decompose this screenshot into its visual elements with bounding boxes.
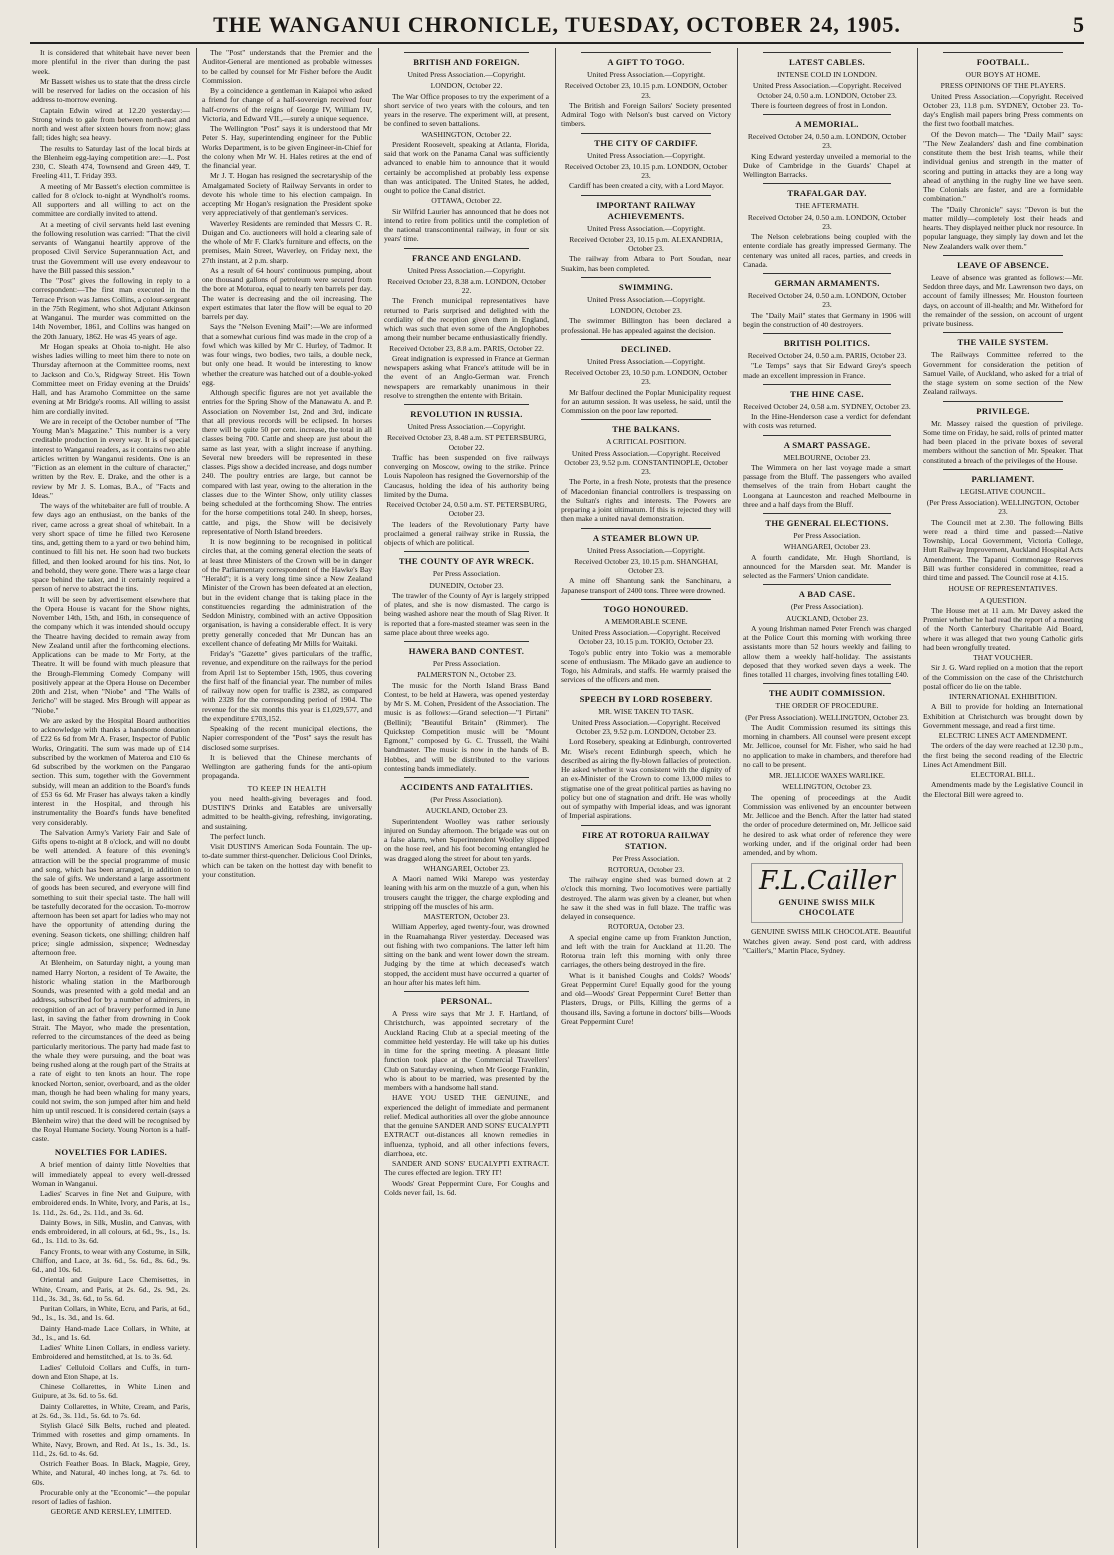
section-heading: PRIVILEGE. — [976, 405, 1030, 416]
section-heading: THE COUNTY OF AYR WRECK. — [398, 556, 535, 567]
section-heading: ACCIDENTS AND FATALITIES. — [400, 782, 533, 792]
section-byline: United Press Association.—Copyright. — [586, 150, 706, 160]
article-paragraph: Of the Devon match— The "Daily Mail" says: "The New Zealanders' dash and fine combination constitute them the best Irish teams, while their individual genius and strength in the matter of scoring and putting in attacks they are a long way ahead of anything in the rugby line we have seen. The Colonials are faster, and are a formidable combination." — [923, 129, 1083, 204]
article-paragraph: The leaders of the Revolutionary Party have proclaimed a general railway strike in Russia, the objects of which are political. — [384, 519, 549, 547]
masthead-title: THE WANGANUI CHRONICLE, TUESDAY, OCTOBER 24, 1905. — [213, 12, 901, 37]
dateline: Received October 23, 10.15 p.m. SHANGHAI, October 23. — [574, 556, 718, 575]
dateline: MELBOURNE, October 23. — [783, 452, 871, 462]
article-paragraph: Great indignation is expressed in France at German newspapers asking what France's attitude will be in the event of an Anglo-German war. French newspapers are remarkably unanimous in their resolve to strengthen the entente with Britain. — [384, 353, 549, 400]
section-byline: United Press Association.—Copyright. — [407, 265, 526, 275]
section-heading: REVOLUTION IN RUSSIA. — [410, 409, 523, 419]
article-paragraph: The Salvation Army's Variety Fair and Sale of Gifts opens to-night at 8 o'clock, and will no doubt be well attended. A feature of this evening's attraction will be the special programme of music and song, which has been arranged, in addition to the sale of gifts. We understand a large assortment of goods has been secured, and everyone will find something to suit their special taste. The hall will be tastefully decorated for the occasion. To-morrow afternoon has been set apart for ladies who may not have the opportunity of attending during the evening. Season tickets, one shilling; children half price; single admission, sixpence; Wednesday afternoon free. — [32, 827, 190, 957]
section-heading: LEAVE OF ABSENCE. — [957, 259, 1049, 270]
article-paragraph: Sir Wilfrid Laurier has announced that he does not intend to retire from politics until the completion of the national transcontinental railway, in four or six years' time. — [384, 206, 549, 244]
advert-line: you need health-giving beverages and food. DUSTIN'S Drinks and Eatables are universally admitted to be health-giving, refreshing, invigorating, and sustaining. — [202, 793, 372, 831]
section-heading: THE BALKANS. — [612, 424, 680, 435]
section-rule — [763, 683, 891, 684]
advert-line: Dainty Hand-made Lace Collars, in White, at 3d., 1s., and 1s. 6d. — [32, 1323, 190, 1342]
section-rule — [581, 339, 711, 340]
section-heading: TO KEEP IN HEALTH — [247, 783, 327, 793]
section-rule — [581, 825, 711, 826]
section-rule — [943, 401, 1063, 402]
section-rule — [943, 255, 1063, 256]
section-byline: Per Press Association. — [432, 659, 501, 668]
section-byline: LEGISLATIVE COUNCIL. — [960, 486, 1046, 496]
dateline: WHANGAREI, October 23. — [783, 542, 871, 552]
article-paragraph: United Press Association.—Copyright. Received October 23, 11.8 p.m. SYDNEY, October 23. To-day's English mail papers bring Press comments on the first two football matches. — [923, 91, 1083, 129]
section-byline: THE AFTERMATH. — [795, 201, 859, 211]
article-paragraph: A Maori named Wiki Marepo was yesterday leaning with his arm on the muzzle of a gun, when his trousers caught the trigger, the charge exploding and stripping off the muscles of his arm. — [384, 874, 549, 911]
section-heading: FIRE AT ROTORUA RAILWAY STATION. — [582, 829, 710, 851]
article-paragraph: We are asked by the Hospital Board authorities to acknowledge with thanks a handsome donation of £22 6s 6d from Mr A. Fraser, Inspector of Public Works, Oringatiti. The sum was made up of £14 subscribed by the workmen of Materoa and £10 6s 6d subscribed by the workmen on the Pangarao section. This sum, together with the Government subsidy, will mean an addition to the Board's funds of £53 6s 6d. Mr Fraser has always taken a kindly interest in the Hospital, and through his instrumentality the Board's funds have benefited very considerably. — [32, 715, 190, 827]
section-rule — [763, 273, 891, 274]
article-paragraph: At a meeting of civil servants held last evening the following resolution was carried: "That the civil servants of Wanganui heartily approve of the proposed Civil Service Superannuation Act, and trust the Government will use every endeavour to have the Bill passed this session." — [32, 219, 190, 275]
section-rule — [404, 777, 529, 778]
article-paragraph: The opening of proceedings at the Audit Commission was enlivened by an encounter between Mr. Jellicoe and the Bench. After the latter had stated the order of procedure determined on, Mr. Jellicoe said he desired to ask what order of reference they were working under, and if the original order had been amended, and by whom. — [743, 792, 911, 857]
dateline: DUNEDIN, October 23. — [429, 580, 504, 590]
dateline: INTERNATIONAL EXHIBITION. — [948, 692, 1058, 701]
section-rule — [943, 332, 1063, 333]
article-paragraph: It is believed that the Chinese merchants of Wellington are gathering funds for the anti-opium propaganda. — [202, 752, 372, 781]
dateline: THAT VOUCHER. — [973, 653, 1033, 662]
masthead — [30, 8, 1084, 44]
column-5 — [743, 48, 911, 1548]
article-paragraph: Mr J. T. Hogan has resigned the secretaryship of the Amalgamated Society of Railway Servants in order to devote his whole time to his election campaign. In accepting Mr Hogan's resignation the President spoke very appreciatively of that gentleman's services. — [202, 171, 372, 218]
article-paragraph: A young Irishman named Peter French was charged at the Police Court this morning with working three assistants more than 52 hours weekly and failing to allow them a weekly half-holiday. The assistants deposed that they worked seven days a week. The fines totalled 11 charges, involving fines totalling £40. — [743, 623, 911, 679]
section-rule — [763, 52, 891, 53]
dateline: Received October 24, 0.50 a.m. LONDON, October 23. — [747, 132, 907, 151]
article-paragraph: The trawler of the County of Ayr is largely stripped of plates, and she is now dismasted. The cargo is being washed ashore near the mouth of Slag River. It is reported that a fore-masted steamer was seen in the same place about three weeks ago. — [384, 590, 549, 637]
article-paragraph: Mr. Massey raised the question of privilege. Some time on Friday, he said, rolls of printed matter had been placed in the private boxes of several members without the sanction of Mr. Speaker. That constituted a breach of the privileges of the House. — [923, 418, 1083, 465]
dateline: LONDON, October 23. — [610, 306, 682, 315]
article-paragraph: Togo's public entry into Tokio was a memorable scene of enthusiasm. The Mikado gave an audience to Togo, his Admirals, and staffs. He warmly praised the services of the officers and men. — [561, 647, 731, 685]
advert-line: The perfect lunch. — [210, 831, 266, 841]
article-paragraph: Friday's "Gazette" gives particulars of the traffic, revenue, and expenditure on the railways for the period from April 1st to September 15th, 1905, thus covering the first half of the financial year. The number of miles of railway now open for traffic is 2382, as compared with 2328 for the corresponding period of 1904. The revenue for the six months this year is £1,029,577, and the expenditure £703,152. — [202, 649, 372, 723]
article-paragraph: The results to Saturday last of the local birds at the Blenheim egg-laying competition are:—L. Post 230, C. Sleath 474, Townsend and Green 449, T. Freeling 411, T. Friday 393. — [32, 143, 190, 181]
section-rule — [763, 584, 891, 585]
section-rule — [763, 513, 891, 514]
dateline: Received October 24, 0.50 a.m. ST. PETERSBURG, October 23. — [386, 500, 547, 519]
advert-line: Puritan Collars, in White, Ecru, and Paris, at 6d., 9d., 1s., 1s. 3d., and 1s. 6d. — [32, 1304, 190, 1323]
section-byline: Per Press Association. — [432, 569, 501, 579]
advert-signature: GEORGE AND KERSLEY, LIMITED. — [50, 1507, 172, 1517]
page-number: 5 — [1073, 12, 1084, 37]
article-paragraph: A mine off Shantung sank the Sanchinaru, a Japanese transport of 2400 tons. Three were drowned. — [561, 576, 731, 595]
section-byline: United Press Association.—Copyright. — [586, 356, 706, 366]
article-paragraph: A Press wire says that Mr J. F. Hartland, of Christchurch, was appointed secretary of the Auckland Racing Club at a special meeting of the committee held yesterday. He will take up his duties in time for the spring meeting. A pleasant little function took place at the Commercial Travellers' Club on Saturday evening, when Mr George Franklin, who is about to be married, was presented by the members with a handsome hall stand. — [384, 1009, 549, 1092]
section-heading: SPEECH BY LORD ROSEBERY. — [579, 693, 713, 704]
dateline: United Press Association.—Copyright. Received October 23, 9.52 p.m. CONSTANTINOPLE, October 23. — [564, 448, 728, 476]
section-byline: United Press Association.—Copyright. — [407, 422, 526, 431]
advert-line: Ladies' Celluloid Collars and Cuffs, in turn-down and Eton Shape, at 1s. — [32, 1362, 190, 1381]
section-heading: THE GENERAL ELECTIONS. — [765, 518, 889, 528]
article-paragraph: Superintendent Woolley was rather seriously injured on Sunday afternoon. The brigade was out on a false alarm, when Superintendent Woolley slipped on the hose reel, and his foot becoming entangled he was dragged along the street for about ten yards. — [384, 816, 549, 863]
article-paragraph: The Porte, in a fresh Note, protests that the presence of Macedonian financial controllers is trespassing on the Sultan's rights and interests. The Powers are preparing a joint ultimatum. If this is rejected they will then make a united naval demonstration. — [561, 477, 731, 524]
dateline: Received October 23, 10.50 p.m. LONDON, October 23. — [564, 368, 728, 387]
section-rule — [581, 419, 711, 420]
dateline: Received October 23, 8.48 a.m. ST PETERSBURG, October 22. — [386, 433, 547, 452]
article-paragraph: The Wimmera on her last voyage made a smart passage from the Bluff. The passengers who availed themselves of the train from Hobart caught the Loongana at Launceston and reached Melbourne in three and a half days from the Bluff. — [743, 462, 911, 509]
article-paragraph: A meeting of Mr Bassett's election committee is called for 8 o'clock to-night at Wyndholt's rooms. All supporters and all willing to act on the committee are cordially invited to attend. — [32, 181, 190, 219]
article-paragraph: Waverley Residents are reminded that Messrs C. R. Duigan and Co. auctioneers will hold a clearing sale of the whole of Mr F. Clark's furniture and effects, on the premises, Main Street, Waverley, on Friday next, the 27th instant, at 2 p.m. sharp. — [202, 218, 372, 265]
cailler-signature: F.L.Cailler — [759, 866, 895, 897]
article-paragraph: Cardiff has been created a city, with a Lord Mayor. — [569, 181, 724, 191]
section-byline: Per Press Association. — [793, 531, 861, 540]
column-rule — [378, 48, 379, 1548]
section-byline: United Press Association.—Copyright. — [586, 294, 706, 304]
section-heading: GERMAN ARMAMENTS. — [774, 278, 880, 288]
article-paragraph: By a coincidence a gentleman in Kaiapoi who asked a friend for change of a half-sovereign received four half-crowns of the reigns of George IV, William IV, Victoria, and Edward VII.,—surely a unique sequence. — [202, 86, 372, 123]
article-paragraph: It is considered that whitebait have never been more plentiful in the river than during the past week. — [32, 48, 190, 76]
advert-line: Fancy Fronts, to wear with any Costume, in Silk, Chiffon, and Lace, at 3s. 6d., 5s. 6d., 8s. 6d., 9s. 6d., and 10s. 6d. — [32, 1246, 190, 1274]
dateline: ELECTRIC LINES ACT AMENDMENT. — [938, 731, 1068, 740]
section-heading: A GIFT TO TOGO. — [607, 57, 685, 67]
dateline: Received October 23, 10.15 p.m. ALEXANDRIA, October 23. — [569, 234, 723, 253]
article-paragraph: HAVE YOU USED THE GENUINE, and experienced the delight of immediate and permanent relief. Medical authorities all over the globe announce that the genuine SANDER AND SONS' EUCALYPTI EXTRACT out-distances all known remedies in influenza, typhoid, and all other infections fevers, diarrhoea, etc. — [384, 1093, 549, 1158]
column-rule — [737, 48, 738, 1548]
dateline: LONDON, October 22. — [430, 81, 503, 91]
section-heading: PERSONAL. — [440, 996, 493, 1006]
advert-line: A brief mention of dainty little Novelties that will immediately appeal to every well-dressed Woman in Wanganui. — [32, 1160, 190, 1188]
section-heading: THE CITY OF CARDIFF. — [594, 137, 698, 148]
section-rule — [581, 195, 711, 196]
section-byline: (Per Press Association). — [430, 795, 503, 804]
section-rule — [404, 52, 529, 53]
section-byline: United Press Association.—Copyright. — [586, 545, 706, 555]
article-paragraph: The railway engine shed was burned down at 2 o'clock this morning. Two locomotives were partially destroyed. The alarm was given by a cleaner, but when he saw it the shed was in full blaze. The traffic was delayed in consequence. — [561, 875, 731, 921]
article-paragraph: The Railways Committee referred to the Government for consideration the petition of Samuel Vaile, of Auckland, who asked for a trial of the stage system on some section of the New Zealand railways. — [923, 350, 1083, 397]
article-paragraph: The Council met at 2.30. The following Bills were read a third time and passed:—Native Township, Local Government, Victoria College, Hutt Railway Improvement, Auckland Hospital Acts Amendment. The Tapanui Commonage Reserves Bill was further considered in committee, read a third time and passed. The Council rose at 4.15. — [923, 517, 1083, 582]
advert-line: Visit DUSTIN'S American Soda Fountain. The up-to-date summer thirst-quencher. Delicious Cool Drinks, which can be taken on the hottest day with benefit to your constitution. — [202, 842, 372, 879]
advert-line: Dainty Bows, in Silk, Muslin, and Canvas, with ends embroidered, in all colours, at 6d., 9s., 1s., 1s. 6d., 1s. 11d. to 3s. 6d. — [32, 1217, 190, 1246]
section-heading: THE AUDIT COMMISSION. — [768, 688, 886, 699]
article-paragraph: Mr Bassett wishes us to state that the dress circle will be reserved for ladies on the occasion of his address to-morrow evening. — [32, 76, 190, 105]
section-heading: BRITISH POLITICS. — [783, 338, 871, 348]
dateline: OTTAWA, October 22. — [431, 196, 502, 206]
article-paragraph: The railway from Atbara to Port Soudan, near Suakim, has been completed. — [561, 254, 731, 273]
article-paragraph: As a result of 64 hours' continuous pumping, about one thousand gallons of petroleum were secured from the bore at Moturoa, equal to nearly ten barrels per day. The water is decreasing and the oil increasing. The expert estimates that later the flow will be equal to 20 barrels per day. — [202, 265, 372, 321]
dateline: ELECTORAL BILL. — [970, 770, 1036, 779]
dateline: A QUESTION. — [979, 595, 1027, 605]
article-paragraph: President Roosevelt, speaking at Atlanta, Florida, said that work on the Panama Canal was sufficiently advanced to enable him to announce that it would certainly be accomplished at probably less expense than was anticipated. The United States, he added, ought to police the Canal district. — [384, 139, 549, 195]
section-heading: THE HINE CASE. — [790, 388, 864, 399]
section-heading: FOOTBALL. — [976, 57, 1030, 67]
section-heading: A MEMORIAL. — [795, 119, 859, 129]
article-paragraph: In the Hine-Henderson case a verdict for defendant with costs was returned. — [743, 412, 911, 431]
dateline: PALMERSTON N., October 23. — [417, 670, 516, 680]
section-heading: TOGO HONOURED. — [603, 603, 689, 614]
article-paragraph: The orders of the day were reached at 12.30 p.m., the first being the second reading of the Electric Lines Act Amendment Bill. — [923, 741, 1083, 769]
advert-line: GENUINE SWISS MILK CHOCOLATE. Beautiful Watches given away. Send post card, with address "Cailler's," Martin Place, Sydney. — [743, 927, 911, 955]
article-paragraph: Leave of absence was granted as follows:—Mr. Seddon three days, and Mr. Lawrenson two days, on account of family illnesses; Mr. Houston fourteen days, on account of ill-health; and Mr. Witheford for the remainder of the session, on account of urgent private business. — [923, 272, 1083, 328]
article-paragraph: The music for the North Island Brass Band Contest, to be held at Hawera, was opened yesterday by Mr S. M. Cohen, President of the Association. The music is as follows:—Grand selection—"I Pirtani" (Bellini); "Beautiful Britain" (Rimmer). The Quickstep Competition music will be "Mount Egmont," composed by G. C. Trussell, the Waihi bandmaster. The music is now in the hands of B. Hobbes, and will be distributed to the various contesting bands immediately. — [384, 680, 549, 773]
section-heading: A SMART PASSAGE. — [783, 439, 871, 450]
advert-line: Ostrich Feather Boas. In Black, Magpie, Grey, White, and Natural, 40 inches long, at 7s. 6d. to 60s. — [32, 1459, 190, 1487]
section-rule — [943, 469, 1063, 470]
dateline: (Per Press Association). WELLINGTON, October 23. — [745, 712, 909, 722]
dateline: WELLINGTON, October 23. — [782, 782, 872, 792]
advert-line: Ladies' White Linen Collars, in endless variety. Embroidered and hemstitched, at 1s. to 3s. 6d. — [32, 1343, 190, 1362]
section-heading: THE VAILE SYSTEM. — [957, 337, 1049, 348]
article-paragraph: The "Daily Mail" states that Germany in 1906 will begin the construction of 40 destroyers. — [743, 310, 911, 329]
section-rule — [581, 52, 711, 53]
section-rule — [404, 248, 529, 249]
article-paragraph: Amendments made by the Legislative Council in the Electoral Bill were agreed to. — [923, 780, 1083, 799]
column-6 — [923, 48, 1083, 1548]
article-paragraph: Speaking of the recent municipal elections, the Napier correspondent of the "Post" says the result has disclosed some surprises. — [202, 724, 372, 752]
article-paragraph: At Blenheim, on Saturday night, a young man named Harry Norton, a resident of Te Awaite, the historic whaling station in the Marlborough Sounds, was presented with a gold medal and an address, subscribed for by a number of admirers, in recognition of an act of bravery performed in June last, in saving the father from drowning in Cook Strait. The Mayor, who made the presentation, referred to the circumstances of the deed as being particularly meritorious. The party had made fast to the whale they were pursuing, and the boat was being rushed along at the rough part of the Straits at a rate of eight to ten knots an hour. The rope knocked Norton, senior, overboard, and as the older man, though he had been whaling for many years, could not swim, the son jumped after him and held him up until rescued. It is considered certain (says a Blenheim wire) that the deed will be recognised by the Royal Humane Society. Young Norton is a half-caste. — [32, 958, 190, 1143]
column-3 — [384, 48, 549, 1548]
advert-line: Ladies' Scarves in fine Net and Guipure, with embroidered ends. In White, Ivory, and Paris, at 1s., 1s. 11d., 2s. 6d., 2s. 11d., and 3s. 6d. — [32, 1189, 190, 1217]
section-byline: THE ORDER OF PROCEDURE. — [775, 701, 879, 711]
advert-line: Procurable only at the "Economic"—the popular resort of ladies of fashion. — [32, 1487, 190, 1506]
section-heading: A BAD CASE. — [798, 589, 856, 600]
article-paragraph: William Apperley, aged twenty-four, was drowned in the Ruamahanga River yesterday. Deceased was out fishing with two companions. The latter left him sitting on the bank and went lower down the stream. Judging by the time at which deceased's watch stopped, the accident must have occurred a quarter of an hour after his mates left him. — [384, 922, 549, 987]
article-paragraph: It is now beginning to be recognised in political circles that, at the coming general election the seats of at least three Ministers of the Crown will be in danger of the Parliamentary correspondent of the Hawke's Bay "Herald"; it is a very long time since a New Zealand Minister of the Crown has been defeated at an election, but in the evident change that is taking place in the constituencies regarding the administration of the Seddon Ministry, combined with an active Opposition organisation, is having a considerable effect. It is very pretty generally conceded that Mr Duncan has an excellent chance of defeating Mr Mills for Waitaki. — [202, 537, 372, 648]
column-rule — [555, 48, 556, 1548]
section-rule — [404, 404, 529, 405]
section-rule — [581, 277, 711, 278]
advert-line: Dainty Collarettes, in White, Cream, and Paris, at 2s. 6d., 3s. 11d., 5s. 6d. to 7s. 6d. — [32, 1401, 190, 1420]
article-paragraph: The "Post" gives the following in reply to a correspondent:—The first man executed in the Terrace Prison was James Collins, a colour-sergeant in the 75th Regiment, who shot Adjutant Atkinson at Wanganui. The murder was committed on the 14th November, 1861, and Collins was hanged on the 20th January, 1862. He was 45 years of age. — [32, 276, 190, 341]
section-byline: United Press Association.—Copyright. — [407, 70, 526, 79]
article-paragraph: A special engine came up from Frankton Junction, and left with the train for Auckland at 11.20. The Rotorua train left this morning with only three carriages, the others being destroyed in the fire. — [561, 932, 731, 970]
dateline: WHANGAREI, October 23. — [423, 863, 510, 873]
section-rule — [763, 333, 891, 334]
section-heading: DECLINED. — [620, 343, 672, 354]
article-paragraph: King Edward yesterday unveiled a memorial to the Duke of Cambridge in the Guards' Chapel at Wellington Barracks. — [743, 151, 911, 179]
dateline: MASTERTON, October 23. — [423, 912, 510, 921]
section-byline: United Press Association.—Copyright. — [586, 70, 706, 79]
article-paragraph: Lord Rosebery, speaking at Edinburgh, controverted Mr. Wise's recent Edinburgh speech, which he described as airing the fly-blown fallacies of protection. He asked whether it was consistent with the dignity of an ex-Minister of the Crown to come 13,000 miles to stigmatise one of the great political parties as having no policy but one of stagnation and drift. He was wholly out of sympathy with Imperial ideas, and was ignorant of Imperial aspirations. — [561, 737, 731, 821]
dateline: AUCKLAND, October 23. — [425, 806, 508, 816]
column-4 — [561, 48, 731, 1548]
section-rule — [404, 551, 529, 552]
section-heading: PARLIAMENT. — [971, 473, 1035, 484]
article-paragraph: "Le Temps" says that Sir Edward Grey's speech made an excellent impression in France. — [743, 361, 911, 380]
dateline: United Press Association.—Copyright. Received October 23, 10.15 p.m. TOKIO, October 23. — [571, 628, 721, 647]
article-paragraph: The Audit Commission resumed its sittings this morning in chambers. All counsel were present except Mr. Jellicoe, counsel for Mr. Fisher, who said he had no application to make in chambers, and therefore had no call to be present. — [743, 722, 911, 769]
section-byline: OUR BOYS AT HOME. — [965, 70, 1041, 79]
column-1 — [32, 48, 190, 1548]
dateline: Received October 23, 10.15 p.m. LONDON, October 23. — [564, 161, 728, 180]
article-paragraph: A fourth candidate, Mr. Hugh Shortland, is announced for the Marsden seat. Mr. Mander is selected as the Farmers' Union candidate. — [743, 552, 911, 580]
article-paragraph: It will be seen by advertisement elsewhere that the Opera House is vacant for the Show nights, November 14th, 15th, and 16th, in consequence of the company which it was intended should occupy the Theatre having decided to remain away from New Zealand until after the forthcoming elections. Applications can be made to Mr Forty, at the Theatre. It will be found with much pleasure that the Brough-Flemming Comedy Company will positively appear at the Opera House on December 20th and 21st, when "Niobe" and "The Walls of Jericho" will be staged. Mrs Brough will appear as "Niobe." — [32, 594, 190, 715]
section-rule — [581, 689, 711, 690]
dateline: Received October 23, 8.38 a.m. LONDON, October 22. — [387, 276, 546, 295]
dateline: ROTORUA, October 23. — [607, 864, 685, 874]
article-paragraph: The British and Foreign Sailors' Society presented Admiral Togo with Nelson's bust carved on Victory timbers. — [561, 100, 731, 129]
dateline: United Press Association.—Copyright. Received October 24, 0.50 a.m. LONDON, October 23. — [752, 81, 902, 100]
dateline: Received October 24, 0.58 a.m. SYDNEY, October 23. — [743, 401, 911, 411]
advert-line: Stylish Glacé Silk Belts, ruched and pleated. Trimmed with rosettes and gimp ornaments. In White, Navy, Brown, and Red. At 1s., 1s. 3d., 1s. 11d., 2s. 6d. to 4s. 6d. — [32, 1421, 190, 1458]
article-paragraph: The swimmer Billington has been declared a professional. He has appealed against the decision. — [561, 316, 731, 335]
advert-line: Chinese Collarettes, in White Linen and Guipure, at 3s. 6d. to 5s. 6d. — [32, 1382, 190, 1401]
article-paragraph: Mr Hogan speaks at Ohoia to-night. He also wishes ladies willing to meet him there to note on Thursday afternoon at the Committee rooms, next to Jackson and Co.'s, Ridgway Street. His Town Committee meet on Friday evening at the Druids' Hall, and has Aramoho Committee on the same evening at Mr Bridge's rooms. All willing to assist him are cordially invited. — [32, 341, 190, 416]
section-rule — [763, 435, 891, 436]
section-rule — [763, 183, 891, 184]
section-heading: TRAFALGAR DAY. — [787, 188, 867, 199]
section-byline: A CRITICAL POSITION. — [605, 437, 687, 447]
section-heading: SWIMMING. — [618, 281, 674, 292]
dateline: Received October 24, 0.50 a.m. PARIS, October 23. — [747, 351, 907, 360]
section-heading: IMPORTANT RAILWAY ACHIEVEMENTS. — [596, 199, 696, 221]
article-paragraph: What is it banished Coughs and Colds? Woods' Great Peppermint Cure! Equally good for the young and old—Woods' Great Peppermint Cure! Better than Plasters, Drugs, or Pills, Killing the germs of a thousand ills, Saving a fortune in doctors' bills—Woods Great Peppermint Cure! — [561, 970, 731, 1026]
article-paragraph: The Nelson celebrations being coupled with the entente cordiale has greatly impressed Germany. The centenary was united all races, parties, and creeds in Canada. — [743, 232, 911, 269]
section-byline: HOUSE OF REPRESENTATIVES. — [948, 584, 1058, 594]
article-paragraph: Although specific figures are not yet available the entries for the Spring Show of the Manawatu A. and P. Association on November 1st, 2nd and 3rd, indicate that all previous records will be eclipsed. In horses there will be quite 50 per cent. increase, the total in all classes being 700. Cattle and sheep are just about the same as last year, with a slight increase if anything. Several new breeders will be represented in these classes. Pigs show a decided increase, and dogs number 240. The poultry entries are large, but cannot be compared with last year, owing to the alteration in the classes due to the Winter Show, only utility classes being scheduled at the forthcoming Show. The entries for the horse competitions total 240. In sheep, horses, cattle, and pigs, the Show will be decisively representative of North Island breeders. — [202, 388, 372, 536]
section-rule — [581, 599, 711, 600]
dateline: Received October 23, 10.15 p.m. LONDON, October 23. — [564, 81, 728, 100]
section-byline: MR. JELLICOE WAXES WARLIKE. — [769, 771, 885, 780]
article-paragraph: Woods' Great Peppermint Cure, For Coughs and Colds never fail, 1s. 6d. — [384, 1178, 549, 1197]
article-paragraph: The Wellington "Post" says it is understood that Mr Peter S. Hay, superintending engineer for the Public Works Department, is to be given Engineer-in-Chief for the colony when Mr W. H. Hales retires at the end of the financial year. — [202, 124, 372, 170]
section-heading: NOVELTIES FOR LADIES. — [54, 1147, 168, 1158]
dateline: (Per Press Association). WELLINGTON, October 23. — [926, 498, 1080, 517]
column-rule — [196, 48, 197, 1548]
section-rule — [581, 528, 711, 529]
article-paragraph: The House met at 11 a.m. Mr Davey asked the Premier whether he had read the report of a meeting of the North Canterbury Charitable Aid Board, where it was alleged that two young Catholic girls had been wrongfully treated. — [923, 605, 1083, 652]
article-paragraph: There is fourteen degrees of frost in London. — [751, 100, 888, 110]
dateline: ROTORUA, October 23. — [607, 922, 685, 932]
section-rule — [581, 133, 711, 134]
section-heading: HAWERA BAND CONTEST. — [408, 646, 525, 656]
section-byline: A MEMORABLE SCENE. — [604, 616, 688, 626]
column-rule — [917, 48, 918, 1548]
section-heading: LATEST CABLES. — [788, 57, 865, 67]
dateline: AUCKLAND, October 23. — [785, 613, 869, 623]
article-paragraph: A Bill to provide for holding an International Exhibition at Christchurch was brought down by Government message, and read a first time. — [923, 702, 1083, 730]
cailler-tagline: GENUINE SWISS MILK — [778, 898, 876, 908]
section-rule — [763, 114, 891, 115]
article-paragraph: The War Office proposes to try the experiment of a short service of two years with the colours, and ten years in the reserve. The experiment will, at present, be confined to seven battalions. — [384, 91, 549, 129]
dateline: PRESS OPINIONS OF THE PLAYERS. — [940, 81, 1066, 91]
article-paragraph: Mr Balfour declined the Poplar Municipality request for an autumn session. It was useless, he said, until the Commission on the poor law reported. — [561, 387, 731, 415]
article-paragraph: The ways of the whitebaiter are full of trouble. A few days ago an enthusiast, on the banks of the river, came across a great shoal of whitebait. In a very short space of time he filled two Kerosene tins, and, getting them to a yard or two behind him, continued to fill his net. He soon had two buckets filled, and then looked around for his tins. Not, lo and behold, they were gone. There was a large clear space behind the taker, and it certainly required a person of nerve to abstract the tins. — [32, 501, 190, 594]
section-byline: (Per Press Association). — [790, 602, 864, 612]
advert-line: Oriental and Guipure Lace Chemisettes, in White, Cream, and Paris, at 2s. 6d., 2s. 9d., 2s. 11d., 3s. 3d., 3s. 6d., to 5s. 6d. — [32, 1275, 190, 1303]
section-rule — [404, 991, 529, 992]
article-paragraph: Traffic has been suspended on five railways converging on Moscow, owing to the strike. Prince Louis Napoleon has resigned the Governorship of the Caucasus, holding the idea of his authority being limited by the Duma. — [384, 452, 549, 499]
article-paragraph: Sir J. G. Ward replied on a motion that the report of the Commission on the case of the Christchurch postal officer do lie on the table. — [923, 663, 1083, 691]
section-byline: INTENSE COLD IN LONDON. — [777, 70, 877, 79]
dateline: Received October 23, 8.8 a.m. PARIS, October 22. — [389, 343, 544, 353]
section-rule — [763, 384, 891, 385]
article-paragraph: Says the "Nelson Evening Mail":—We are informed that a somewhat curious find was made in the crop of a fowl which was killed by Mr C. Hurley, of Tadmor. It was four wings, two bodies, two tails, a double neck, but only one head. It would be interesting to know whether the creature was hatched out of a double-yoked egg. — [202, 322, 372, 387]
section-heading: BRITISH AND FOREIGN. — [413, 57, 520, 67]
section-rule — [943, 52, 1063, 53]
article-paragraph: The "Daily Chronicle" says: "Devon is but the matter mildly—completely lost their heads and hearts. They displayed neither pluck nor resource. In popular language, they simply lay down and let the New Zealanders walk over them." — [923, 204, 1083, 251]
cailler-logo — [751, 863, 903, 923]
section-heading: FRANCE AND ENGLAND. — [411, 252, 522, 263]
section-rule — [404, 641, 529, 642]
article-paragraph: The French municipal representatives have returned to Paris surprised and delighted with the cordiality of the reception given them in England, which was such that even some of the Anglophobes among their number became enthusiastically friendly. — [384, 296, 549, 343]
cailler-tagline: CHOCOLATE — [799, 907, 855, 917]
dateline: United Press Association.—Copyright. Received October 23, 9.52 p.m. LONDON, October 23. — [571, 717, 721, 736]
dateline: Received October 24, 0.50 a.m. LONDON, October 23. — [747, 291, 907, 310]
dateline: WASHINGTON, October 22. — [421, 129, 512, 139]
section-byline: United Press Association.—Copyright. — [586, 223, 706, 233]
article-paragraph: SANDER AND SONS' EUCALYPTI EXTRACT. The cures effected are legion. TRY IT! — [384, 1159, 549, 1178]
section-byline: Per Press Association. — [612, 853, 680, 863]
article-paragraph: We are in receipt of the October number of "The Young Man's Magazine." This number is a very creditable production in every way. It is of special interest to Wanganui readers, as it contains two able articles written by Wanganui residents. One is an "Fiction as an element in the culture of character," written by the Rev. E. Drake, and the other is a review by Mr J. S. Lomas, B.A., of "Facts and Ideas." — [32, 416, 190, 500]
section-heading: A STEAMER BLOWN UP. — [592, 532, 700, 543]
section-byline: MR. WISE TAKEN TO TASK. — [598, 706, 694, 716]
dateline: Received October 24, 0.50 a.m. LONDON, October 23. — [747, 212, 907, 231]
article-paragraph: Captain Edwin wired at 12.20 yesterday:—Strong winds to gale from between north-east and north and west after sixteen hours from now; glass fall; tides high; sea heavy. — [32, 105, 190, 143]
column-2 — [202, 48, 372, 1548]
article-paragraph: The "Post" understands that the Premier and the Auditor-General are mentioned as probable witnesses to be called by counsel for Mr Fisher before the Audit Commission. — [202, 48, 372, 85]
